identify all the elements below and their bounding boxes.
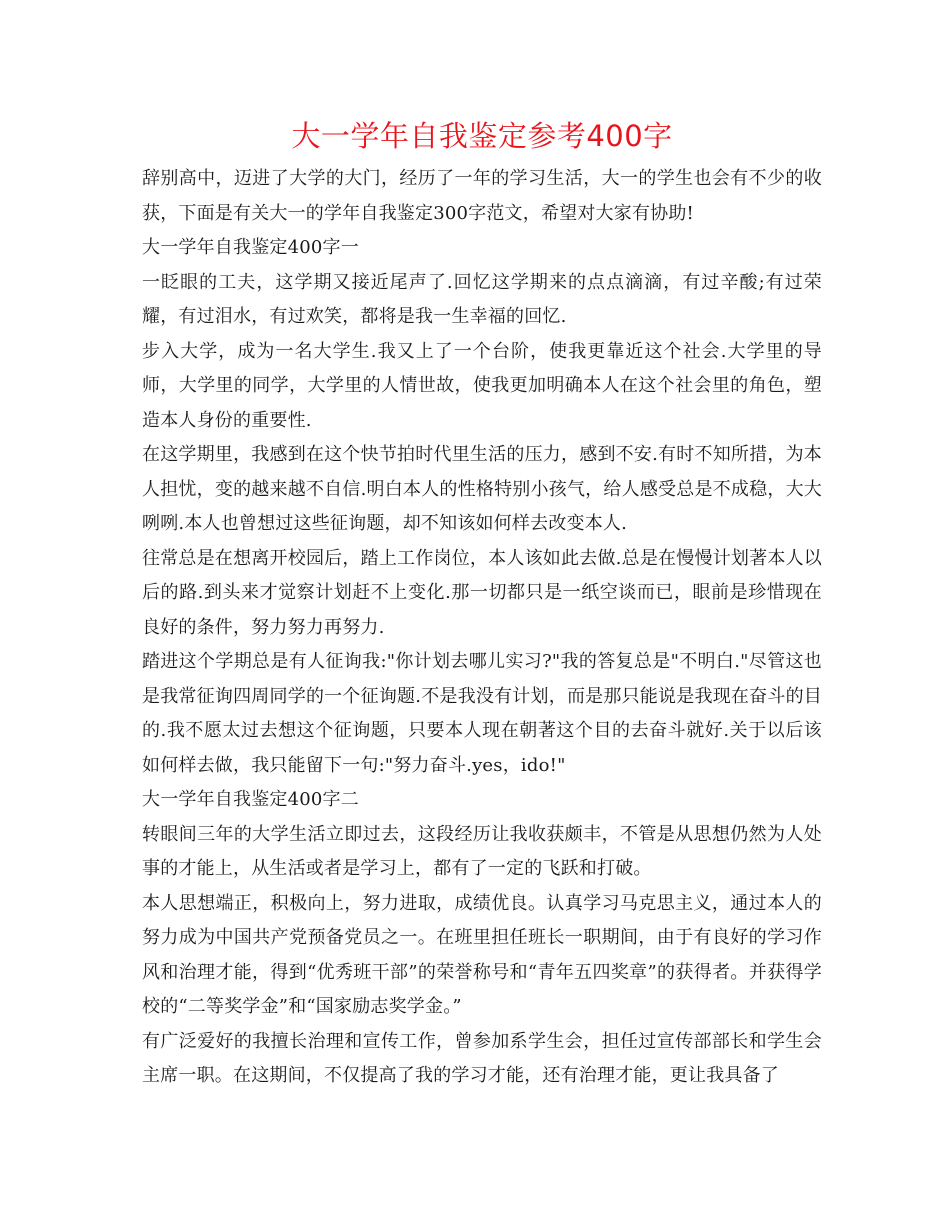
document-page [142,116,822,1094]
paragraph: 步入大学，成为一名大学生.我又上了一个台阶，使我更靠近这个社会.大学里的导师，大学里的同学，大学里的人情世故，使我更加明确本人在这个社会里的角色，塑造本人身份的重要性. [142,340,822,431]
paragraph: 在这学期里，我感到在这个快节拍时代里生活的压力，感到不安.有时不知所措，为本人担忧，变的越来越不自信.明白本人的性格特别小孩气，给人感受总是不成稳，大大咧咧.本人也曾想过这些征询题，却不知该如何样去改变本人. [142,444,822,534]
paragraph: 有广泛爱好的我擅长治理和宣传工作，曾参加系学生会，担任过宣传部部长和学生会主席一职。在这期间，不仅提高了我的学习才能，还有治理才能，更让我具备了 [142,1030,822,1086]
paragraph: 一眨眼的工夫，这学期又接近尾声了.回忆这学期来的点点滴滴，有过辛酸;有过荣耀，有过泪水，有过欢笑，都将是我一生幸福的回忆. [142,271,822,327]
document-body [142,162,822,1094]
paragraph-intro: 辞别高中，迈进了大学的大门，经历了一年的学习生活，大一的学生也会有不少的收获，下面是有关大一的学年自我鉴定300字范文，希望对大家有协助! [142,168,822,224]
paragraph: 转眼间三年的大学生活立即过去，这段经历让我收获颇丰，不管是从思想仍然为人处事的才能上，从生活或者是学习上，都有了一定的飞跃和打破。 [142,823,822,879]
paragraph: 踏进这个学期总是有人征询我:"你计划去哪儿实习?"我的答复总是"不明白."尽管这也是我常征询四周同学的一个征询题.不是我没有计划，而是那只能说是我现在奋斗的目的.我不愿太过去想这个征询题，只要本人现在朝著这个目的去奋斗就好.关于以后该如何样去做，我只能留下一句:"努力奋斗.yes，ido!" [142,651,822,776]
paragraph: 本人思想端正，积极向上，努力进取，成绩优良。认真学习马克思主义，通过本人的努力成为中国共产党预备党员之一。在班里担任班长一职期间，由于有良好的学习作风和治理才能，得到“优秀班干部”的荣誉称号和“青年五四奖章”的获得者。并获得学校的“二等奖学金”和“国家励志奖学金。” [142,892,822,1017]
document-title: 大一学年自我鉴定参考400字 [291,119,673,153]
section-heading-one: 大一学年自我鉴定400字一 [142,237,359,258]
paragraph: 往常总是在想离开校园后，踏上工作岗位，本人该如此去做.总是在慢慢计划著本人以后的路.到头来才觉察计划赶不上变化.那一切都只是一纸空谈而已，眼前是珍惜现在良好的条件，努力努力再努力. [142,547,822,638]
section-heading-two: 大一学年自我鉴定400字二 [142,789,359,810]
